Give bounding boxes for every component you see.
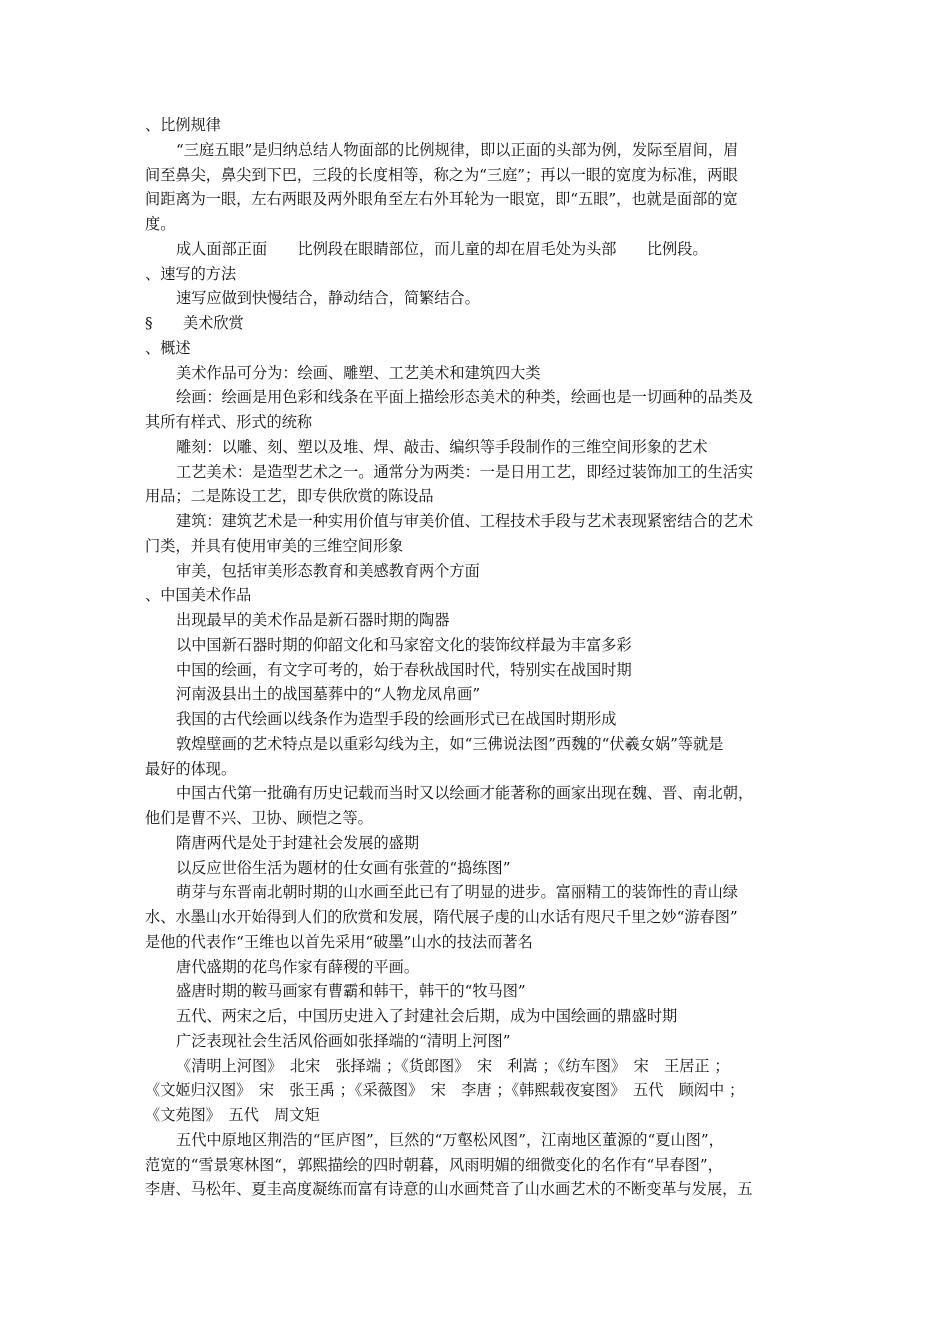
text-line: 速写应做到快慢结合，静动结合，简繁结合。: [176, 289, 480, 308]
text-line: 《文苑图》 五代 周文矩: [145, 1106, 320, 1124]
text-line: 中国古代第一批确有历史记载而当时又以绘画才能著称的画家出现在魏、晋、南北朝，: [176, 784, 754, 803]
text-line: 、概述: [145, 338, 191, 357]
text-line: 唐代盛期的花鸟作家有薛稷的平画。: [176, 957, 419, 976]
text-line: 盛唐时期的鞍马画家有曹霸和韩干，韩干的“牧马图”: [176, 982, 526, 1001]
text-line: 间至鼻尖，鼻尖到下巴，三段的长度相等，称之为“三庭”；再以一眼的宽度为标准，两眼: [145, 165, 738, 184]
text-line: 是他的代表作“王维也以首先采用“破墨”山水的技法而著名: [145, 932, 533, 951]
text-line: 中国的绘画，有文字可考的，始于春秋战国时代，特别实在战国时期: [176, 660, 632, 679]
text-line: 范宽的“雪景寒林图“，郭熙描绘的四时朝暮，风雨明媚的细微变化的名作有“早春图”，: [145, 1155, 723, 1174]
text-line: 、中国美术作品: [145, 586, 252, 605]
text-line: 成人面部正面 比例段在眼睛部位，而儿童的却在眉毛处为头部 比例段。: [176, 239, 708, 258]
text-line: 他们是曹不兴、卫协、顾恺之等。: [145, 809, 373, 827]
text-line: 绘画：绘画是用色彩和线条在平面上描绘形态美术的种类，绘画也是一切画种的品类及: [176, 388, 754, 407]
text-line: 河南汲县出土的战国墓葬中的“人物龙凤帛画”: [176, 685, 481, 704]
text-line: “三庭五眼”是归纳总结人物面部的比例规律，即以正面的头部为例，发际至眉间，眉: [176, 140, 739, 159]
text-line: 五代、两宋之后，中国历史进入了封建社会后期，成为中国绘画的鼎盛时期: [176, 1007, 678, 1025]
text-line: 最好的体现。: [145, 759, 237, 778]
text-line: 萌芽与东晋南北朝时期的山水画至此已有了明显的进步。富丽精工的装饰性的青山绿: [176, 883, 738, 902]
text-line: 《文姬归汉图》 宋 张王禹 ；《采薇图》 宋 李唐 ；《韩熙载夜宴图》 五代 顾闳中 ；: [145, 1081, 745, 1100]
text-line: 审美，包括审美形态教育和美感教育两个方面: [176, 561, 480, 580]
document-body: [145, 113, 807, 1202]
text-line: 我国的古代绘画以线条作为造型手段的绘画形式已在战国时期形成: [176, 710, 617, 728]
text-line: 出现最早的美术作品是新石器时期的陶器: [176, 611, 450, 629]
text-line: § 美术欣赏: [145, 314, 244, 332]
text-line: 用品；二是陈设工艺，即专供欣赏的陈设品: [145, 487, 434, 506]
text-line: 、比例规律: [145, 116, 221, 134]
text-line: 隋唐两代是处于封建社会发展的盛期: [176, 833, 419, 852]
text-line: 、速写的方法: [145, 264, 237, 283]
text-line: 其所有样式、形式的统称: [145, 413, 313, 431]
text-line: 水、水墨山水开始得到人们的欣赏和发展，隋代展子虔的山水话有咫尺千里之妙“游春图”: [145, 908, 738, 926]
text-line: 以中国新石器时期的仰韶文化和马家窑文化的装饰纹样最为丰富多彩: [176, 635, 632, 654]
text-line: 五代中原地区荆浩的“匡庐图”，巨然的“万壑松风图”，江南地区董源的“夏山图”，: [176, 1130, 724, 1149]
text-line: 门类，并具有使用审美的三维空间形象: [145, 536, 404, 555]
text-line: 《清明上河图》 北宋 张择端 ；《货郎图》 宋 利嵩 ；《纺车图》 宋 王居正 ；: [176, 1056, 730, 1075]
text-line: 以反应世俗生活为题材的仕女画有张萱的“捣练图”: [176, 858, 511, 877]
text-line: 度。: [145, 215, 176, 233]
text-line: 建筑：建筑艺术是一种实用价值与审美价值、工程技术手段与艺术表现紧密结合的艺术: [176, 512, 754, 530]
text-line: 李唐、马松年、夏圭高度凝练而富有诗意的山水画梵音了山水画艺术的不断变革与发展，五: [145, 1180, 753, 1199]
text-line: 间距离为一眼，左右两眼及两外眼角至左右外耳轮为一眼宽，即“五眼”，也就是面部的宽: [145, 190, 738, 209]
text-line: 敦煌壁画的艺术特点是以重彩勾线为主，如“三佛说法图”西魏的“伏羲女娲”等就是: [176, 734, 724, 753]
text-line: 美术作品可分为：绘画、雕塑、工艺美术和建筑四大类: [176, 363, 541, 382]
text-line: 雕刻：以雕、刻、塑以及堆、焊、敲击、编织等手段制作的三维空间形象的艺术: [176, 437, 708, 456]
text-line: 广泛表现社会生活风俗画如张择端的“清明上河图”: [176, 1031, 511, 1050]
text-line: 工艺美术：是造型艺术之一。通常分为两类：一是日用工艺，即经过装饰加工的生活实: [176, 462, 754, 481]
